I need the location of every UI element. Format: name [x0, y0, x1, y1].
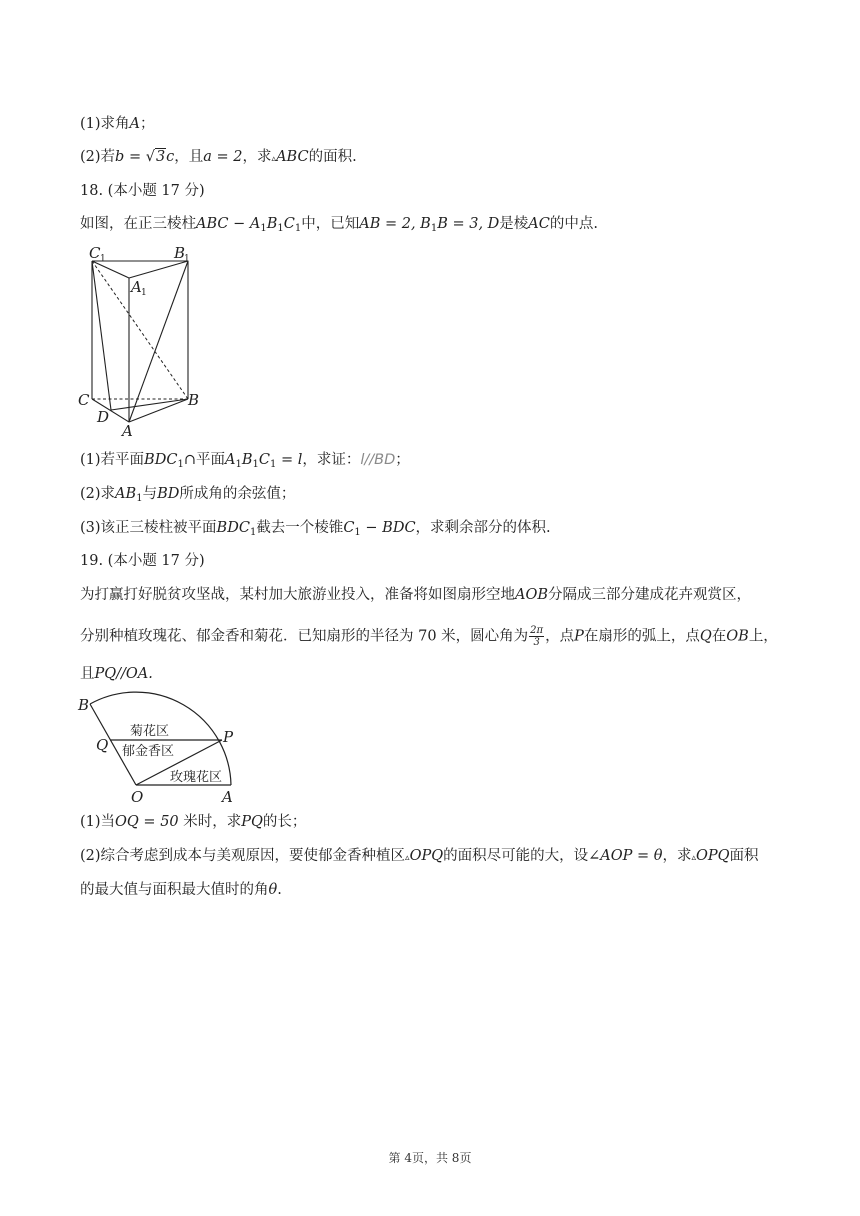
q19-part2-a: (2)综合考虑到成本与美观原因，要使郁金香种植区: [80, 848, 406, 864]
formula-a-eq-2: a = 2: [203, 149, 243, 165]
q19-part2: [80, 846, 759, 868]
q19-part1: [80, 812, 306, 832]
sector-label-a: A: [222, 788, 233, 806]
q18-part1-c: ，求证：: [302, 452, 361, 468]
prism-label-a: A: [122, 422, 133, 440]
q19-part2-b: 的面积尽可能的大，设: [443, 848, 589, 864]
formula-abc: ABC: [276, 149, 309, 165]
formula-theta: θ: [268, 882, 278, 898]
q18-part2-a: (2)求: [80, 486, 116, 502]
sector-label-o: O: [131, 788, 144, 806]
q19-part1-b: 米时，求: [178, 814, 242, 830]
q19-intro-line1: [80, 585, 751, 605]
page-footer: 第 4页，共 8页: [388, 1151, 472, 1165]
q18-part3: [80, 518, 551, 543]
prism-label-d: D: [97, 408, 110, 426]
prism-label-c1: C: [89, 244, 101, 262]
q18-part2-b: 与: [142, 486, 158, 502]
q17-part1-end: ；: [140, 116, 155, 132]
formula-given: AB = 2, $B_1B = 3$, D: [359, 216, 500, 234]
q19-intro-line3-a: 且: [80, 666, 95, 682]
fraction-2pi-3: $\frac{2\pi}{3}$: [530, 625, 544, 648]
formula-aob: AOB: [515, 587, 549, 603]
q18-part2: [80, 484, 295, 509]
q17-part2-d: 的面积.: [308, 149, 357, 165]
q18-part1-a: (1)若平面: [80, 452, 145, 468]
q18-header: 18. (本小题 17 分): [80, 183, 205, 199]
q19-intro-line2-d: 在: [711, 628, 727, 645]
q19-intro-line1-a: 为打赢打好脱贫攻坚战，某村加大旅游业投入，准备将如图扇形空地: [80, 587, 515, 603]
q19-intro-line3: [80, 664, 153, 684]
q18-part1: [80, 450, 410, 475]
formula-pq: PQ: [241, 814, 263, 830]
formula-a1b1c1: $A_1B_1C_1 = l$: [224, 452, 303, 470]
triangle-symbol-2: ▵: [405, 853, 410, 863]
sector-label-p: P: [223, 728, 234, 746]
triangle-symbol-3: ▵: [691, 853, 697, 863]
formula-bdc1: $BDC_1$: [144, 452, 184, 470]
formula-ac: AC: [528, 216, 550, 232]
q18-part3-c: ，求剩余部分的体积.: [415, 520, 551, 536]
formula-c1-bdc: $C_1$ − BDC: [343, 520, 416, 538]
q19-intro-line1-b: 分隔成三部分建成花卉观赏区，: [548, 587, 752, 603]
formula-b-eq-sqrt3c: b = √3c: [115, 149, 175, 165]
q19-part2-line2: [80, 880, 282, 900]
prism-label-b: B: [188, 391, 200, 409]
formula-opq: OPQ: [409, 848, 444, 864]
prism-label-b1-sub: 1: [184, 254, 190, 264]
formula-ob: OB: [726, 628, 749, 645]
q19-intro-line2-e: 上，: [748, 628, 778, 645]
prism-label-c1-sub: 1: [100, 254, 106, 264]
q18-part2-c: 所成角的余弦值；: [179, 486, 296, 502]
q18-intro-c: 是棱: [499, 216, 529, 232]
q19-part2-line2-b: .: [277, 882, 282, 898]
formula-bdc1-2: $BDC_1$: [216, 520, 257, 538]
region-chrysanthemum: 菊花区: [130, 724, 170, 739]
formula-prism: ABC − $A_1B_1C_1$: [196, 216, 302, 234]
sector-label-q: Q: [96, 736, 109, 754]
region-tulip: 郁金香区: [122, 744, 175, 759]
formula-q: Q: [699, 628, 712, 645]
q19-header: 19. (本小题 17 分): [80, 553, 205, 569]
formula-pq-parallel-oa: PQ//OA.: [94, 666, 153, 682]
q18-intro-d: 的中点.: [549, 216, 598, 232]
formula-oq-eq-50: OQ = 50: [115, 814, 179, 830]
formula-opq-2: OPQ: [696, 848, 730, 864]
q18-intro-a: 如图，在正三棱柱: [80, 216, 196, 232]
q18-part1-end: ；: [395, 452, 410, 468]
q17-part1-text: (1)求角: [80, 116, 130, 132]
q18-part1-faded: l//BD: [360, 452, 396, 468]
sector-label-b: B: [78, 696, 90, 714]
q19-intro-line2-a: 分别种植玫瑰花、郁金香和菊花．已知扇形的半径为 70 米，圆心角为: [80, 628, 529, 645]
q19-intro-line2: [80, 625, 778, 648]
q19-part2-line2-a: 的最大值与面积最大值时的角: [80, 882, 269, 898]
sector-figure: [74, 688, 250, 808]
q18-intro: [80, 214, 598, 239]
prism-label-a1: A: [131, 278, 142, 296]
q17-part2-b: ，且: [174, 149, 204, 165]
q19-intro-line2-b: ，点: [545, 628, 575, 645]
formula-angle-aop: ∠AOP = θ: [588, 848, 663, 864]
prism-label-b1: B: [174, 244, 186, 262]
q19-part1-a: (1)当: [80, 814, 116, 830]
q17-part2-a: (2)若: [80, 149, 116, 165]
q19-part2-c: ，求: [662, 848, 692, 864]
q18-part1-b: ∩平面: [183, 452, 225, 468]
q19-intro-line2-c: 在扇形的弧上，点: [583, 628, 700, 645]
formula-p: P: [574, 628, 584, 645]
q18-part3-b: 截去一个棱锥: [256, 520, 344, 536]
q18-part3-a: (3)该正三棱柱被平面: [80, 520, 217, 536]
q17-part1: [80, 114, 155, 134]
q18-intro-b: 中，已知: [301, 216, 360, 232]
formula-ab1: $AB_1$: [115, 486, 143, 504]
region-rose: 玫瑰花区: [170, 770, 223, 785]
q19-part1-c: 的长；: [262, 814, 307, 830]
prism-figure: [76, 240, 206, 440]
q17-part2-c: ，求: [242, 149, 272, 165]
prism-label-c: C: [78, 391, 90, 409]
prism-label-a1-sub: 1: [141, 288, 147, 298]
formula-bd: BD: [157, 486, 180, 502]
triangle-symbol: ▵: [271, 154, 277, 164]
q17-part1-var: A: [129, 116, 141, 132]
q17-part2: [80, 147, 357, 169]
q19-part2-d: 面积: [729, 848, 759, 864]
